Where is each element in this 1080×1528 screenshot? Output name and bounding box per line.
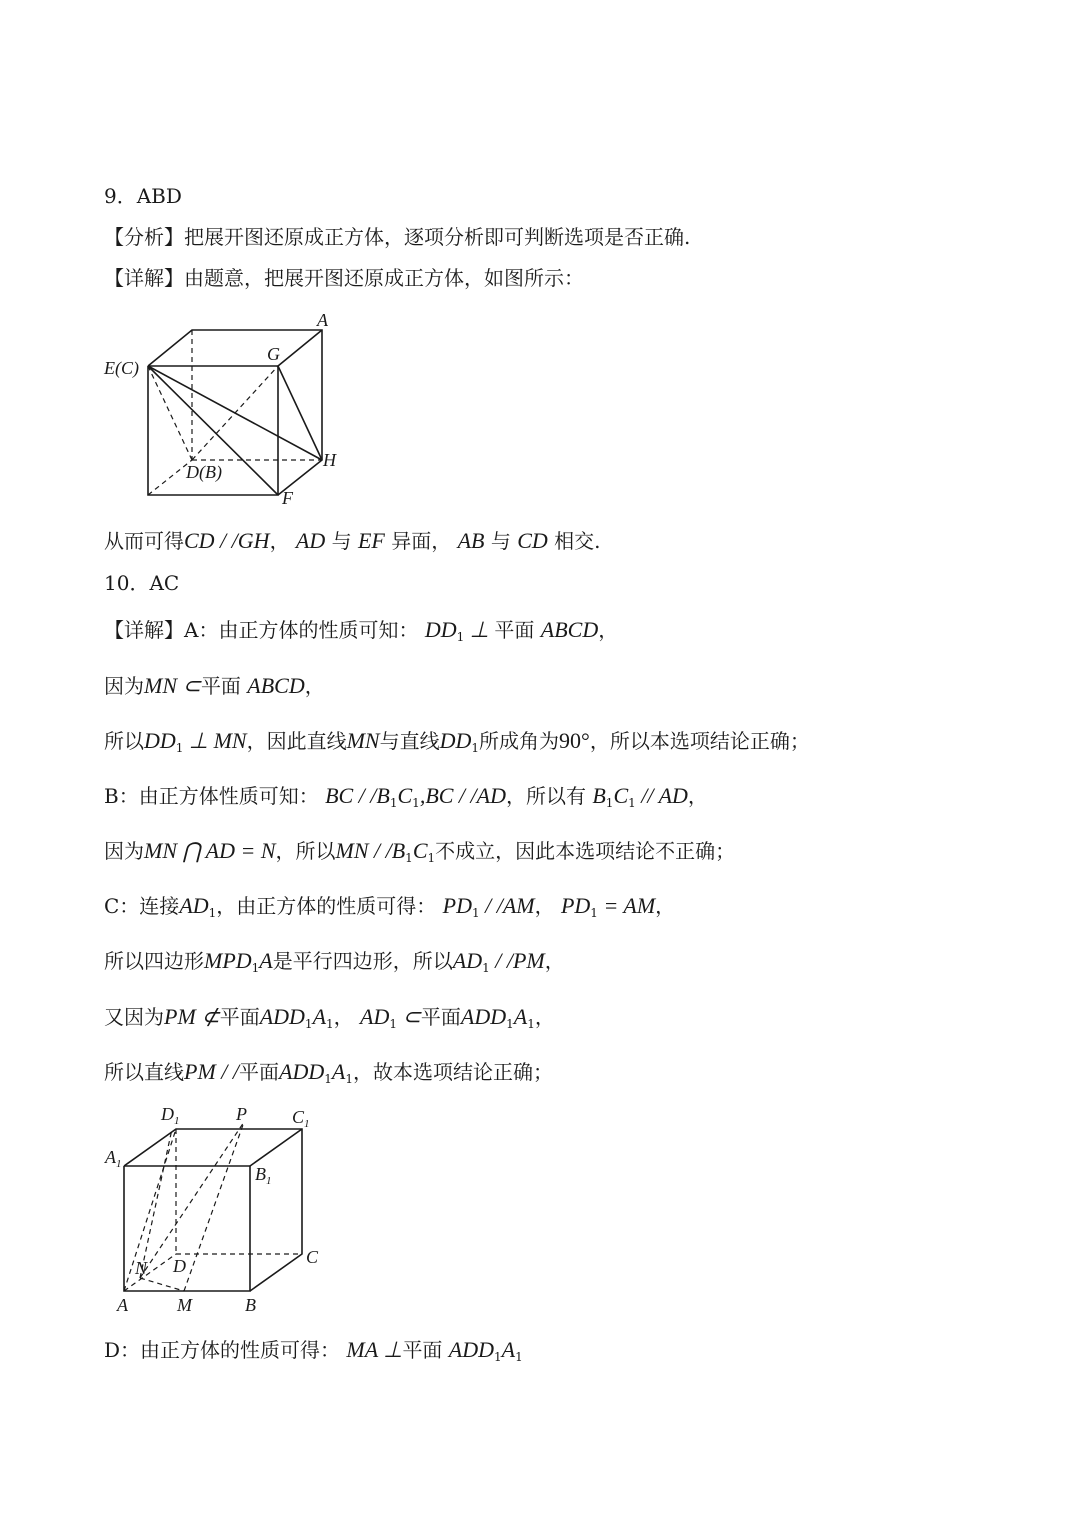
q9-detail: 【详解】由题意，把展开图还原成正方体，如图所示： (104, 266, 584, 290)
q9-header: 9．ABD (104, 184, 182, 208)
q10-label-D1: $D_1$ (161, 1104, 180, 1127)
q10-line-4: B：由正方体性质可知： BC / $/B_1C_1,BC / /AD$，所以有 $B_1C_1$ // AD， (104, 783, 708, 810)
q10-line-8: 又因为PM ⊄平面$ADD_1A_1$， $AD_1$ ⊂平面$ADD_1A_1$， (104, 1004, 555, 1031)
q9-label-F: F (282, 488, 293, 508)
q10-label-A1: $A_1$ (105, 1147, 122, 1170)
q10-line-9: 所以直线PM / /平面$ADD_1A_1$，故本选项结论正确； (104, 1059, 553, 1086)
q10-label-B1: $B_1$ (255, 1164, 272, 1187)
q9-diag-GH (278, 366, 322, 460)
q10-line-5: 因为MN ⋂ AD = N，所以MN / $/B_1C_1$不成立，因此本选项结论不正确； (104, 838, 736, 865)
q10-label-D: D (173, 1256, 186, 1276)
q9-conclusion: 从而可得CD / /GH， AD 与 EF 异面， AB 与 CD 相交. (104, 528, 601, 553)
q10-edge-B1C1 (250, 1129, 302, 1166)
q10-label-M: M (177, 1295, 192, 1315)
q9-label-EC: E(C) (104, 358, 139, 378)
q9-cube-figure (100, 308, 360, 513)
q9-analysis: 【分析】把展开图还原成正方体，逐项分析即可判断选项是否正确. (104, 225, 691, 249)
q9-label-A: A (317, 310, 328, 330)
q9-label-G: G (267, 344, 280, 364)
q10-cube-figure (100, 1100, 340, 1320)
q10-line-1: 【详解】A：由正方体的性质可知： $DD_1$ ⊥ 平面 ABCD， (104, 617, 619, 644)
q10-line-3: 所以$DD_1$ ⊥ MN，因此直线MN与直线$DD_1$所成角为90°，所以本选项结论正确； (104, 728, 810, 755)
q10-line-NM (140, 1278, 184, 1291)
q10-line-10: D：由正方体的性质可得： MA ⊥平面 $ADD_1A_1$ (104, 1337, 523, 1364)
q9-diag-DE (148, 366, 192, 460)
q10-label-C: C (306, 1247, 319, 1267)
q10-top-edges (124, 1129, 302, 1291)
q10-label-A: A (117, 1295, 128, 1315)
q10-label-P: P (236, 1104, 247, 1124)
q10-label-N: N (135, 1258, 148, 1278)
q9-diag-DG (192, 366, 278, 460)
q10-line-6: C：连接$AD_1$，由正方体的性质可得： $PD_1 / /AM$， $PD_1$ = AM， (104, 893, 676, 920)
q9-label-DB: D(B) (186, 462, 222, 482)
q10-header: 10．AC (104, 571, 180, 595)
q10-label-C1: $C_1$ (292, 1107, 310, 1130)
q10-label-B: B (245, 1295, 256, 1315)
q9-edge-top-right (278, 330, 322, 366)
q10-line-MP (184, 1122, 244, 1291)
q10-line-7: 所以四边形$MPD_1A$是平行四边形，所以$AD_1 / /PM$， (104, 948, 565, 975)
q10-line-2: 因为MN ⊂平面 ABCD， (104, 673, 325, 698)
q10-line-AD1 (124, 1129, 176, 1291)
q10-hidden-AD (124, 1254, 176, 1291)
q10-line-NP (140, 1122, 244, 1278)
q9-label-H: H (323, 450, 336, 470)
